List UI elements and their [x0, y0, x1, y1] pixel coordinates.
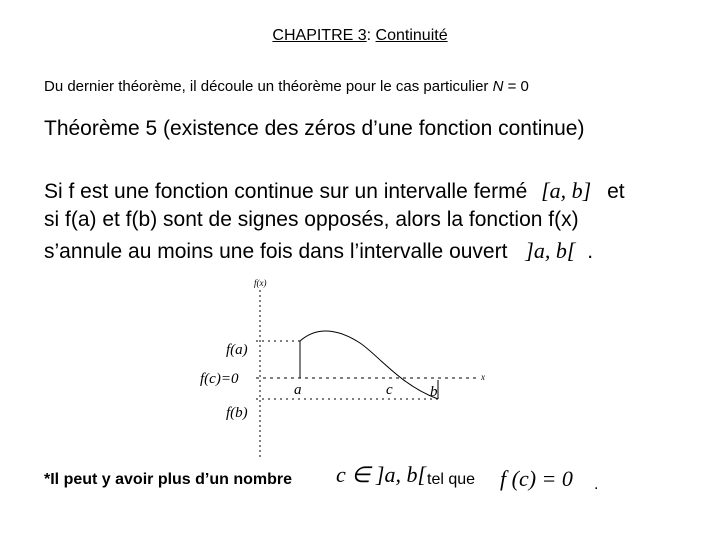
footnote-c-in-interval: c ∈ ]a, b[: [336, 462, 427, 487]
footnote-end-period: .: [594, 476, 599, 493]
theorem-title: Théorème 5 (existence des zéros d’une fonction continue): [44, 117, 585, 140]
theorem-line-3-end: .: [587, 240, 594, 263]
theorem-line-2: si f(a) et f(b) sont de signes opposés, alors la fonction f(x): [44, 208, 579, 231]
theorem-line-1-text: Si f est une fonction continue sur un intervalle fermé: [44, 180, 528, 203]
title-separator: :: [366, 27, 376, 44]
fc-label: f(c)=0: [200, 371, 239, 387]
b-tick-label: b: [430, 384, 438, 400]
footnote-fc-equation: f (c) = 0: [500, 466, 573, 491]
footnote-text: *Il peut y avoir plus d’un nombre: [44, 471, 293, 488]
footnote-tel-que: tel que: [427, 471, 476, 488]
a-tick-label: a: [294, 382, 302, 398]
x-axis-label: x: [481, 372, 485, 382]
fb-label: f(b): [226, 405, 248, 421]
chapter-label: CHAPITRE 3: [272, 27, 367, 44]
function-curve: [300, 331, 438, 399]
c-tick-label: c: [386, 382, 393, 398]
intro-sentence: Du dernier théorème, il découle un théorème pour le cas particulier: [44, 78, 493, 95]
closed-interval: [a, b]: [541, 178, 592, 203]
intro-variable: N: [492, 78, 504, 95]
fa-label: f(a): [226, 342, 248, 358]
theorem-line-3-text: s’annule au moins une fois dans l’intervalle ouvert: [44, 240, 508, 263]
y-axis-label: f(x): [254, 278, 267, 288]
open-interval: ]a, b[: [525, 238, 576, 263]
chapter-topic: Continuité: [375, 27, 448, 44]
theorem-line-1-end: et: [607, 180, 625, 203]
intro-rest: = 0: [503, 78, 529, 95]
